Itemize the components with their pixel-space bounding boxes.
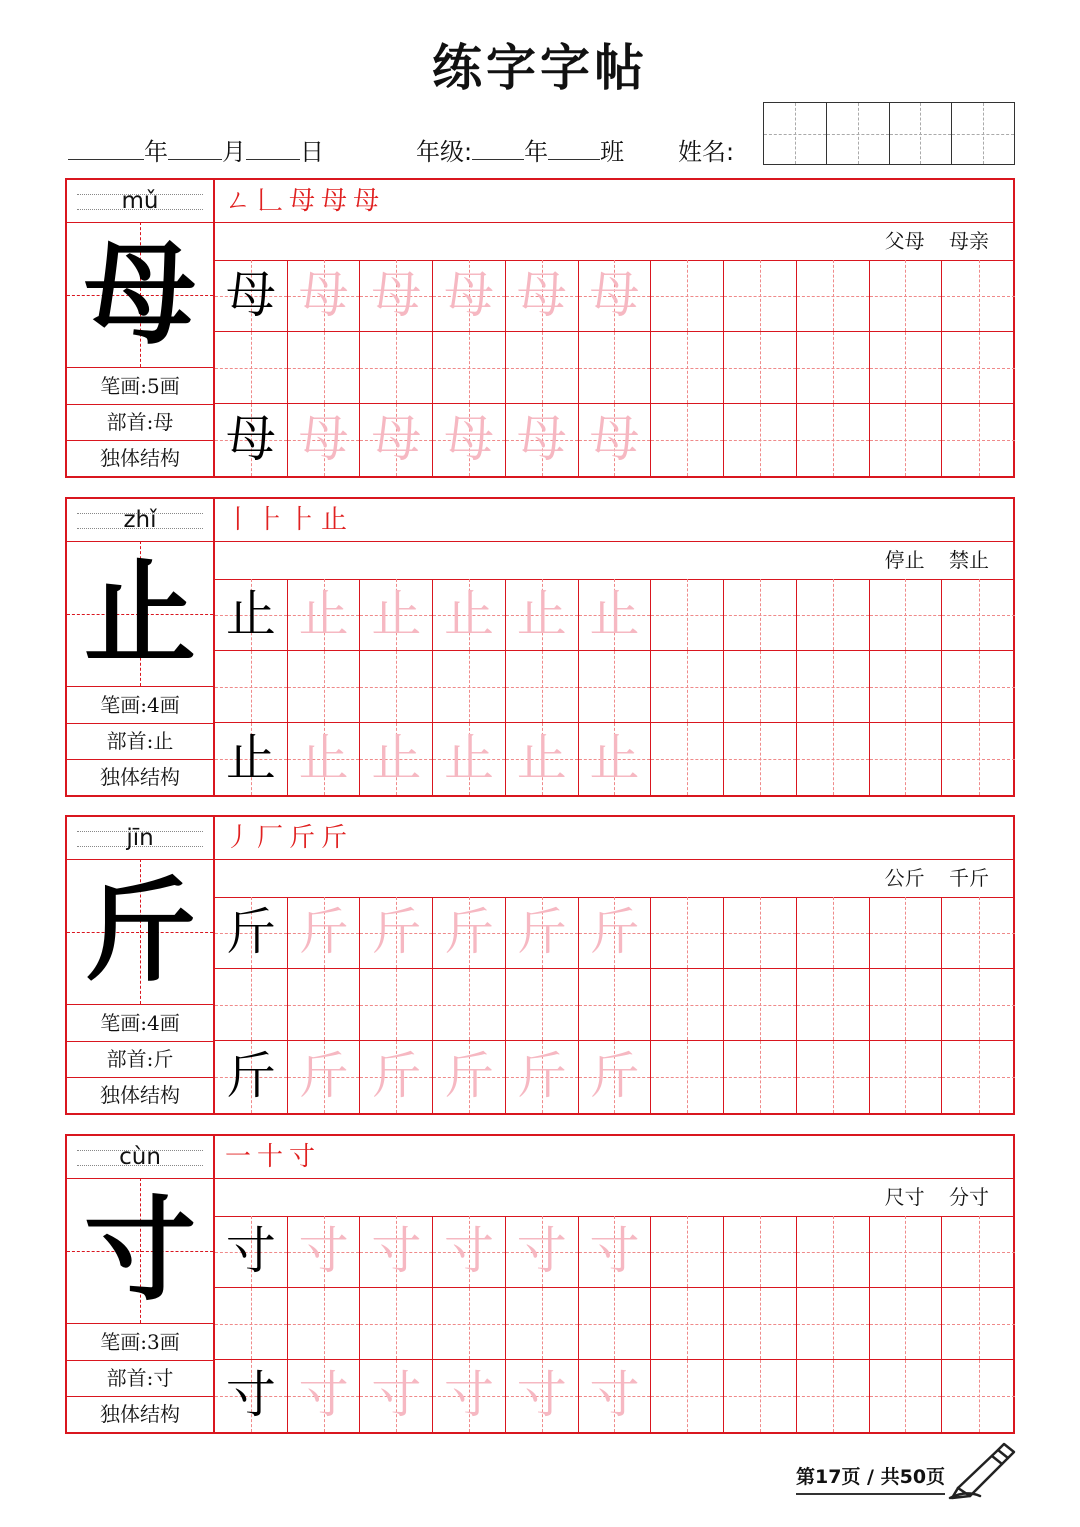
practice-cell[interactable]	[724, 260, 797, 332]
practice-cell[interactable]	[215, 332, 288, 404]
practice-cell[interactable]	[870, 1288, 943, 1360]
practice-cell[interactable]	[288, 897, 361, 969]
trace-char: 母	[589, 266, 640, 324]
character-block	[65, 497, 1015, 797]
practice-cell[interactable]	[433, 969, 506, 1041]
practice-cell[interactable]	[797, 404, 870, 476]
practice-cell[interactable]	[870, 332, 943, 404]
trace-char: 寸	[371, 1222, 422, 1280]
practice-cell[interactable]	[288, 651, 361, 723]
practice-cell[interactable]	[360, 1041, 433, 1113]
model-char: 斤	[225, 1047, 276, 1105]
practice-cell[interactable]	[579, 1216, 652, 1288]
practice-cell[interactable]	[433, 1216, 506, 1288]
date-fields	[68, 132, 324, 167]
practice-cell[interactable]	[724, 651, 797, 723]
structure: 独体结构	[100, 765, 180, 789]
practice-cell[interactable]	[870, 1041, 943, 1113]
page-title: 练字字帖	[432, 39, 648, 97]
practice-cell[interactable]	[870, 969, 943, 1041]
practice-cell[interactable]	[215, 1360, 288, 1432]
practice-cell[interactable]	[579, 579, 652, 651]
practice-cell[interactable]	[288, 1288, 361, 1360]
practice-cell[interactable]	[942, 969, 1015, 1041]
trace-char: 止	[516, 729, 567, 787]
trace-char: 母	[298, 266, 349, 324]
practice-cell[interactable]	[651, 404, 724, 476]
practice-cell[interactable]	[579, 1360, 652, 1432]
character-info-panel	[67, 817, 215, 1113]
practice-cell[interactable]	[579, 332, 652, 404]
practice-cell[interactable]	[870, 897, 943, 969]
practice-cell[interactable]	[288, 260, 361, 332]
grade-class-label: 班	[600, 138, 625, 166]
name-label: 姓名:	[678, 138, 735, 166]
practice-cell[interactable]	[506, 1288, 579, 1360]
pinyin: mǔ	[67, 180, 213, 223]
practice-cell[interactable]	[942, 897, 1015, 969]
practice-cell[interactable]	[651, 260, 724, 332]
radical: 部首:斤	[67, 1041, 213, 1078]
practice-cell[interactable]	[215, 1288, 288, 1360]
pinyin: zhǐ	[67, 499, 213, 542]
practice-cell[interactable]	[724, 1360, 797, 1432]
practice-grid	[215, 579, 1015, 795]
model-character: 寸	[67, 1178, 213, 1324]
practice-grid	[215, 260, 1015, 476]
radical: 部首:寸	[67, 1360, 213, 1397]
practice-cell[interactable]	[288, 1216, 361, 1288]
example-word: 公斤	[884, 866, 925, 890]
practice-cell[interactable]	[579, 260, 652, 332]
practice-cell[interactable]	[724, 1216, 797, 1288]
stroke-step: 斤	[321, 823, 354, 853]
trace-char: 母	[516, 266, 567, 324]
practice-cell[interactable]	[797, 1288, 870, 1360]
trace-char: 母	[444, 410, 495, 468]
practice-cell[interactable]	[506, 651, 579, 723]
character-info-panel	[67, 499, 215, 795]
practice-cell[interactable]	[433, 1288, 506, 1360]
example-word: 千斤	[949, 866, 989, 890]
model-character: 斤	[67, 859, 213, 1005]
example-words	[215, 541, 1013, 580]
stroke-step: 止	[321, 505, 354, 535]
practice-cell[interactable]	[579, 1288, 652, 1360]
practice-cell[interactable]	[651, 1360, 724, 1432]
practice-cell[interactable]	[797, 969, 870, 1041]
trace-char: 斤	[444, 1047, 495, 1105]
practice-cell[interactable]	[288, 332, 361, 404]
trace-char: 斤	[298, 1047, 349, 1105]
practice-cell[interactable]	[215, 969, 288, 1041]
trace-char: 母	[589, 410, 640, 468]
trace-char: 止	[371, 585, 422, 643]
structure: 独体结构	[100, 446, 180, 470]
trace-char: 斤	[298, 903, 349, 961]
model-char: 止	[225, 585, 276, 643]
practice-cell[interactable]	[360, 969, 433, 1041]
trace-char: 止	[444, 729, 495, 787]
practice-cell[interactable]	[506, 969, 579, 1041]
practice-cell[interactable]	[870, 404, 943, 476]
stroke-count: 笔画:5画	[67, 368, 213, 405]
practice-cell[interactable]	[433, 260, 506, 332]
practice-cell[interactable]	[870, 1216, 943, 1288]
trace-char: 寸	[589, 1222, 640, 1280]
practice-cell[interactable]	[579, 723, 652, 795]
practice-cell[interactable]	[288, 579, 361, 651]
character-block	[65, 178, 1015, 478]
practice-cell[interactable]	[360, 723, 433, 795]
stroke-order	[215, 499, 1013, 542]
practice-cell[interactable]	[215, 1041, 288, 1113]
stroke-count: 笔画:4画	[67, 1005, 213, 1042]
practice-cell[interactable]	[288, 404, 361, 476]
model-char: 寸	[225, 1222, 276, 1280]
practice-cell[interactable]	[360, 260, 433, 332]
stroke-step: 母	[321, 186, 354, 216]
trace-char: 母	[371, 266, 422, 324]
trace-char: 斤	[444, 903, 495, 961]
practice-cell[interactable]	[724, 969, 797, 1041]
practice-cell[interactable]	[506, 260, 579, 332]
practice-cell[interactable]	[360, 1360, 433, 1432]
practice-cell[interactable]	[215, 651, 288, 723]
practice-cell[interactable]	[724, 723, 797, 795]
practice-cell[interactable]	[215, 1216, 288, 1288]
stroke-step: ㄥ	[225, 186, 258, 216]
name-box[interactable]	[952, 103, 1014, 164]
stroke-order	[215, 180, 1013, 223]
practice-cell[interactable]	[797, 1041, 870, 1113]
trace-char: 斤	[371, 903, 422, 961]
example-word: 分寸	[949, 1185, 989, 1209]
practice-cell[interactable]	[651, 969, 724, 1041]
practice-cell[interactable]	[942, 404, 1015, 476]
stroke-step: 十	[257, 1142, 290, 1172]
trace-char: 止	[444, 585, 495, 643]
trace-char: 母	[298, 410, 349, 468]
name-boxes[interactable]	[763, 102, 1015, 165]
practice-cell[interactable]	[360, 404, 433, 476]
practice-cell[interactable]	[797, 1216, 870, 1288]
trace-char: 寸	[516, 1222, 567, 1280]
grade-class-blank[interactable]	[548, 137, 600, 160]
model-char: 斤	[225, 903, 276, 961]
model-char: 母	[225, 266, 276, 324]
practice-cell[interactable]	[360, 897, 433, 969]
year-label: 年	[144, 138, 168, 166]
radical: 部首:母	[67, 404, 213, 441]
practice-cell[interactable]	[651, 1041, 724, 1113]
trace-char: 止	[516, 585, 567, 643]
trace-char: 止	[589, 585, 640, 643]
example-words	[215, 859, 1013, 898]
structure: 独体结构	[100, 1083, 180, 1107]
practice-cell[interactable]	[942, 1288, 1015, 1360]
example-word: 尺寸	[884, 1185, 925, 1209]
stroke-order	[215, 1136, 1013, 1179]
trace-char: 母	[444, 266, 495, 324]
character-block	[65, 1134, 1015, 1434]
practice-cell[interactable]	[506, 579, 579, 651]
practice-cell[interactable]	[651, 651, 724, 723]
practice-cell[interactable]	[215, 579, 288, 651]
practice-cell[interactable]	[579, 969, 652, 1041]
practice-cell[interactable]	[651, 1216, 724, 1288]
stroke-step: 寸	[289, 1142, 322, 1172]
example-word: 母亲	[949, 229, 989, 253]
name-box[interactable]	[890, 103, 953, 164]
character-info-panel	[67, 180, 215, 476]
practice-cell[interactable]	[870, 579, 943, 651]
trace-char: 寸	[516, 1366, 567, 1424]
name-box[interactable]	[827, 103, 890, 164]
stroke-step: 一	[225, 1142, 258, 1172]
practice-cell[interactable]	[579, 1041, 652, 1113]
model-character: 母	[67, 222, 213, 368]
day-blank[interactable]	[246, 137, 300, 160]
practice-cell[interactable]	[288, 969, 361, 1041]
practice-cell[interactable]	[506, 897, 579, 969]
practice-cell[interactable]	[942, 1360, 1015, 1432]
practice-cell[interactable]	[797, 1360, 870, 1432]
practice-cell[interactable]	[797, 897, 870, 969]
month-label: 月	[222, 138, 246, 166]
practice-cell[interactable]	[942, 1216, 1015, 1288]
trace-char: 母	[516, 410, 567, 468]
radical: 部首:止	[67, 723, 213, 760]
practice-cell[interactable]	[942, 723, 1015, 795]
practice-cell[interactable]	[797, 723, 870, 795]
practice-cell[interactable]	[288, 1041, 361, 1113]
model-character: 止	[67, 541, 213, 687]
trace-char: 寸	[298, 1222, 349, 1280]
practice-cell[interactable]	[360, 332, 433, 404]
stroke-step: ⺊	[289, 505, 322, 535]
structure: 独体结构	[100, 1402, 180, 1426]
example-words	[215, 1178, 1013, 1217]
practice-cell[interactable]	[942, 332, 1015, 404]
practice-cell[interactable]	[360, 579, 433, 651]
practice-cell[interactable]	[724, 1041, 797, 1113]
practice-cell[interactable]	[288, 723, 361, 795]
practice-cell[interactable]	[797, 260, 870, 332]
grade-year-label: 年	[524, 138, 549, 166]
practice-cell[interactable]	[433, 579, 506, 651]
practice-cell[interactable]	[870, 260, 943, 332]
practice-cell[interactable]	[360, 651, 433, 723]
practice-cell[interactable]	[288, 1360, 361, 1432]
practice-cell[interactable]	[724, 579, 797, 651]
example-word: 父母	[884, 229, 925, 253]
practice-cell[interactable]	[433, 404, 506, 476]
practice-cell[interactable]	[797, 579, 870, 651]
practice-cell[interactable]	[433, 1360, 506, 1432]
stroke-order	[215, 817, 1013, 860]
trace-char: 寸	[371, 1366, 422, 1424]
practice-cell[interactable]	[651, 1288, 724, 1360]
stroke-step: 𠃊	[257, 186, 290, 216]
trace-char: 斤	[589, 1047, 640, 1105]
trace-char: 斤	[589, 903, 640, 961]
practice-cell[interactable]	[506, 404, 579, 476]
practice-cell[interactable]	[651, 332, 724, 404]
grade-year-blank[interactable]	[472, 137, 524, 160]
stroke-step: 斤	[289, 823, 322, 853]
practice-cell[interactable]	[433, 651, 506, 723]
practice-cell[interactable]	[506, 1216, 579, 1288]
page-number: 第17页 / 共50页	[796, 1462, 945, 1495]
trace-char: 止	[589, 729, 640, 787]
trace-char: 止	[298, 585, 349, 643]
model-char: 止	[225, 729, 276, 787]
day-label: 日	[300, 138, 324, 166]
practice-cell[interactable]	[506, 1360, 579, 1432]
stroke-count: 笔画:3画	[67, 1324, 213, 1361]
practice-cell[interactable]	[433, 723, 506, 795]
practice-cell[interactable]	[215, 897, 288, 969]
trace-char: 斤	[371, 1047, 422, 1105]
practice-cell[interactable]	[360, 1288, 433, 1360]
practice-cell[interactable]	[870, 723, 943, 795]
example-word: 禁止	[949, 548, 989, 572]
practice-cell[interactable]	[651, 723, 724, 795]
practice-cell[interactable]	[433, 332, 506, 404]
practice-cell[interactable]	[579, 897, 652, 969]
trace-char: 斤	[516, 903, 567, 961]
trace-char: 寸	[298, 1366, 349, 1424]
pinyin: jīn	[67, 817, 213, 860]
practice-cell[interactable]	[215, 723, 288, 795]
practice-cell[interactable]	[215, 260, 288, 332]
stroke-step: ⺊	[257, 505, 290, 535]
model-char: 母	[225, 410, 276, 468]
practice-cell[interactable]	[433, 897, 506, 969]
stroke-step: 厂	[257, 823, 290, 853]
practice-cell[interactable]	[579, 651, 652, 723]
practice-cell[interactable]	[215, 404, 288, 476]
trace-char: 寸	[589, 1366, 640, 1424]
practice-cell[interactable]	[942, 260, 1015, 332]
character-info-panel	[67, 1136, 215, 1432]
practice-grid	[215, 1216, 1015, 1432]
practice-cell[interactable]	[651, 897, 724, 969]
practice-cell[interactable]	[870, 651, 943, 723]
year-blank[interactable]	[68, 137, 144, 160]
practice-cell[interactable]	[433, 1041, 506, 1113]
model-char: 寸	[225, 1366, 276, 1424]
practice-cell[interactable]	[360, 1216, 433, 1288]
practice-cell[interactable]	[870, 1360, 943, 1432]
trace-char: 母	[371, 410, 422, 468]
trace-char: 止	[298, 729, 349, 787]
practice-cell[interactable]	[724, 897, 797, 969]
practice-cell[interactable]	[942, 579, 1015, 651]
stroke-step: 母	[289, 186, 322, 216]
practice-cell[interactable]	[724, 1288, 797, 1360]
trace-char: 止	[371, 729, 422, 787]
grade-label: 年级:	[416, 138, 473, 166]
practice-cell[interactable]	[797, 651, 870, 723]
example-word: 停止	[884, 548, 925, 572]
pinyin: cùn	[67, 1136, 213, 1179]
practice-cell[interactable]	[579, 404, 652, 476]
practice-grid	[215, 897, 1015, 1113]
name-box[interactable]	[764, 103, 827, 164]
stroke-count: 笔画:4画	[67, 687, 213, 724]
character-block	[65, 815, 1015, 1115]
practice-cell[interactable]	[942, 1041, 1015, 1113]
practice-cell[interactable]	[724, 332, 797, 404]
stroke-step: 母	[353, 186, 386, 216]
stroke-step: 丿	[225, 823, 258, 853]
practice-cell[interactable]	[797, 332, 870, 404]
practice-cell[interactable]	[506, 332, 579, 404]
pen-icon	[946, 1440, 1018, 1504]
practice-cell[interactable]	[651, 579, 724, 651]
practice-cell[interactable]	[506, 1041, 579, 1113]
trace-char: 斤	[516, 1047, 567, 1105]
practice-cell[interactable]	[942, 651, 1015, 723]
stroke-step: 丨	[225, 505, 258, 535]
month-blank[interactable]	[168, 137, 222, 160]
grade-fields	[416, 132, 624, 167]
example-words	[215, 222, 1013, 261]
trace-char: 寸	[444, 1366, 495, 1424]
practice-cell[interactable]	[724, 404, 797, 476]
trace-char: 寸	[444, 1222, 495, 1280]
practice-cell[interactable]	[506, 723, 579, 795]
